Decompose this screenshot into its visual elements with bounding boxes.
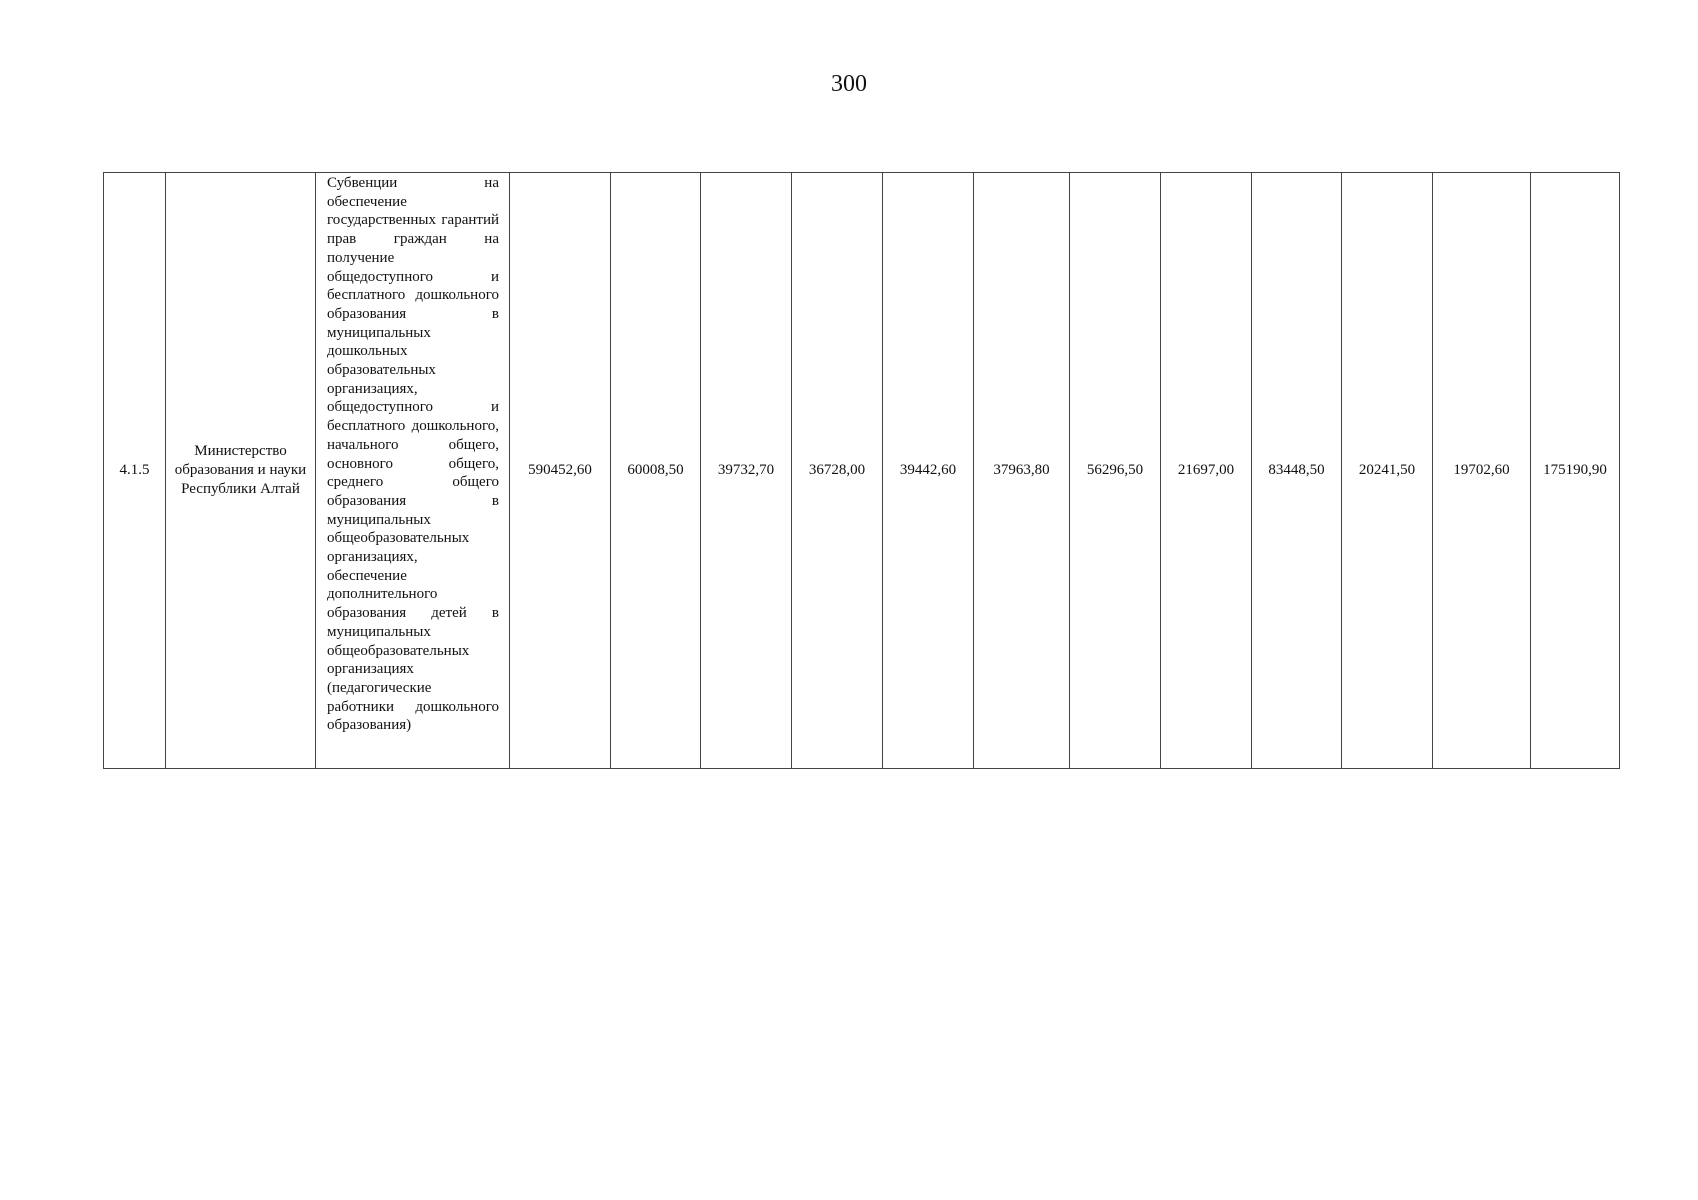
value-cell: 19702,60	[1433, 173, 1531, 769]
value-cell: 60008,50	[611, 173, 701, 769]
value-cell: 36728,00	[792, 173, 883, 769]
value-cell: 39442,60	[883, 173, 974, 769]
value-cell: 175190,90	[1531, 173, 1620, 769]
budget-table	[103, 172, 1620, 769]
row-agency: Министерство образования и науки Республики Алтай	[166, 173, 316, 769]
value-cell: 83448,50	[1252, 173, 1342, 769]
table-row	[104, 173, 1620, 769]
value-cell: 56296,50	[1070, 173, 1161, 769]
value-cell: 21697,00	[1161, 173, 1252, 769]
page-number: 300	[831, 71, 867, 97]
row-code: 4.1.5	[104, 173, 166, 769]
value-cell: 590452,60	[510, 173, 611, 769]
value-cell: 39732,70	[701, 173, 792, 769]
value-cell: 20241,50	[1342, 173, 1433, 769]
value-cell: 37963,80	[974, 173, 1070, 769]
row-description: Субвенции на обеспечение государственных гарантий прав граждан на получение общедоступного и бесплатного дошкольного образования в муниципальных дошкольных образовательных организациях, общедоступного и бесплатного дошкольного, начального общего, основного общего, среднего общего образования в муниципальных общеобразовательных организациях, обеспечение дополнительного образования детей в муниципальных общеобразовательных организациях (педагогические работники дошкольного образования)	[316, 173, 510, 769]
